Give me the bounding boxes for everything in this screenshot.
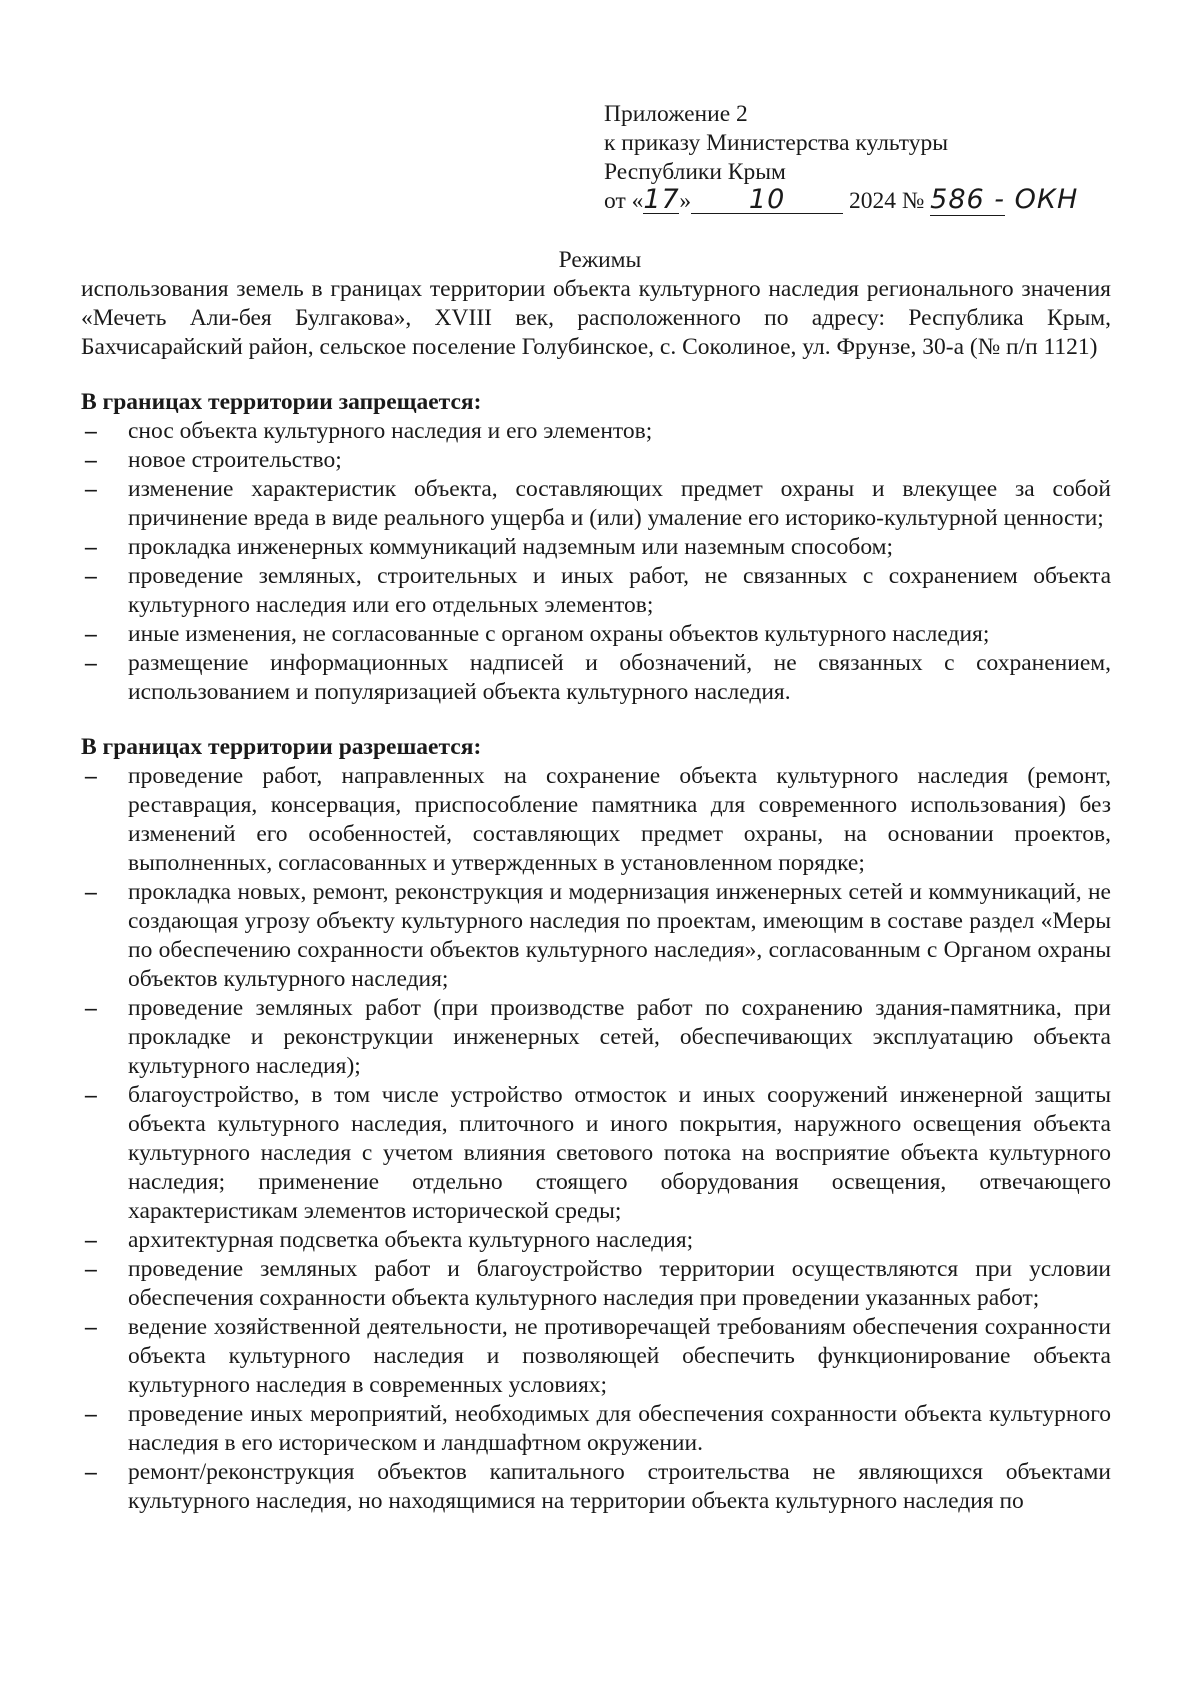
handwritten-month: 10 xyxy=(691,187,843,214)
list-item: – снос объекта культурного наследия и его элементов; xyxy=(81,417,1111,446)
handwritten-day: 17 xyxy=(643,184,680,215)
list-item: – изменение характеристик объекта, составляющих предмет охраны и влекущее за собой причинение вреда в виде реального ущерба и (или) умаление его историко-культурной ценности; xyxy=(81,475,1111,533)
order-date-line xyxy=(604,184,1124,216)
handwritten-order-number: 586 - ОКН xyxy=(930,184,1079,215)
list-item: – проведение работ, направленных на сохранение объекта культурного наследия (ремонт, реставрация, консервация, приспособление памятника для современного использования) без изменений его особенностей, составляющих предмет охраны, на основании проектов, выполненных, согласованных и утвержденных в установленном порядке; xyxy=(81,762,1111,878)
year-and-number-label: 2024 № xyxy=(848,188,925,214)
list-item: – проведение земляных работ (при производстве работ по сохранению здания-памятника, при прокладке и реконструкции инженерных сетей, обеспечивающих эксплуатацию объекта культурного наследия); xyxy=(81,994,1111,1081)
list-item: – прокладка инженерных коммуникаций надземным или наземным способом; xyxy=(81,533,1111,562)
document-subtitle: использования земель в границах территории объекта культурного наследия регионального значения «Мечеть Али-бея Булгакова», XVIII век, расположенного по адресу: Республика Крым, Бахчисарайский район, сельское поселение Голубинское, с. Соколиное, ул. Фрунзе, 30-а (№ п/п 1121) xyxy=(81,276,1111,360)
list-item: – архитектурная подсветка объекта культурного наследия; xyxy=(81,1226,1111,1255)
list-item: – проведение земляных работ и благоустройство территории осуществляются при условии обеспечения сохранности объекта культурного наследия при проведении указанных работ; xyxy=(81,1255,1111,1313)
list-item: – благоустройство, в том числе устройство отмосток и иных сооружений инженерной защиты объекта культурного наследия, плиточного и иного покрытия, наружного освещения объекта культурного наследия с учетом влияния светового потока на восприятие объекта культурного наследия; применение отдельно стоящего оборудования освещения, отвечающего характеристикам элементов исторической среды; xyxy=(81,1081,1111,1226)
permitted-heading: В границах территории разрешается: xyxy=(81,734,482,760)
issuer-name: Республики Крым xyxy=(604,159,786,185)
list-item: – размещение информационных надписей и обозначений, не связанных с сохранением, использованием и популяризацией объекта культурного наследия. xyxy=(81,649,1111,707)
list-item: – прокладка новых, ремонт, реконструкция и модернизация инженерных сетей и коммуникаций, не создающая угрозу объекту культурного наследия по проектам, имеющим в составе раздел «Меры по обеспечению сохранности объектов культурного наследия», согласованным с Органом охраны объектов культурного наследия; xyxy=(81,878,1111,994)
list-item: – новое строительство; xyxy=(81,446,1111,475)
date-prefix: от « xyxy=(604,188,644,214)
list-item: – ведение хозяйственной деятельности, не противоречащей требованиям обеспечения сохранности объекта культурного наследия и позволяющей обеспечить функционирование объекта культурного наследия в современных условиях; xyxy=(81,1313,1111,1400)
appendix-label: Приложение 2 xyxy=(604,101,748,127)
list-item: – проведение земляных, строительных и иных работ, не связанных с сохранением объекта культурного наследия или его отдельных элементов; xyxy=(81,562,1111,620)
list-item: – иные изменения, не согласованные с органом охраны объектов культурного наследия; xyxy=(81,620,1111,649)
approval-block xyxy=(604,100,1124,216)
prohibited-heading: В границах территории запрещается: xyxy=(81,389,482,415)
document-body xyxy=(81,275,1111,1516)
date-close-quote: » xyxy=(679,188,692,214)
permitted-list xyxy=(81,762,1111,1516)
list-item: – ремонт/реконструкция объектов капитального строительства не являющихся объектами культурного наследия, но находящимися на территории объекта культурного наследия по xyxy=(81,1458,1111,1516)
order-reference: к приказу Министерства культуры xyxy=(604,130,948,156)
prohibited-list xyxy=(81,417,1111,707)
document-title: Режимы xyxy=(558,247,642,273)
list-item: – проведение иных мероприятий, необходимых для обеспечения сохранности объекта культурного наследия в его историческом и ландшафтном окружении. xyxy=(81,1400,1111,1458)
